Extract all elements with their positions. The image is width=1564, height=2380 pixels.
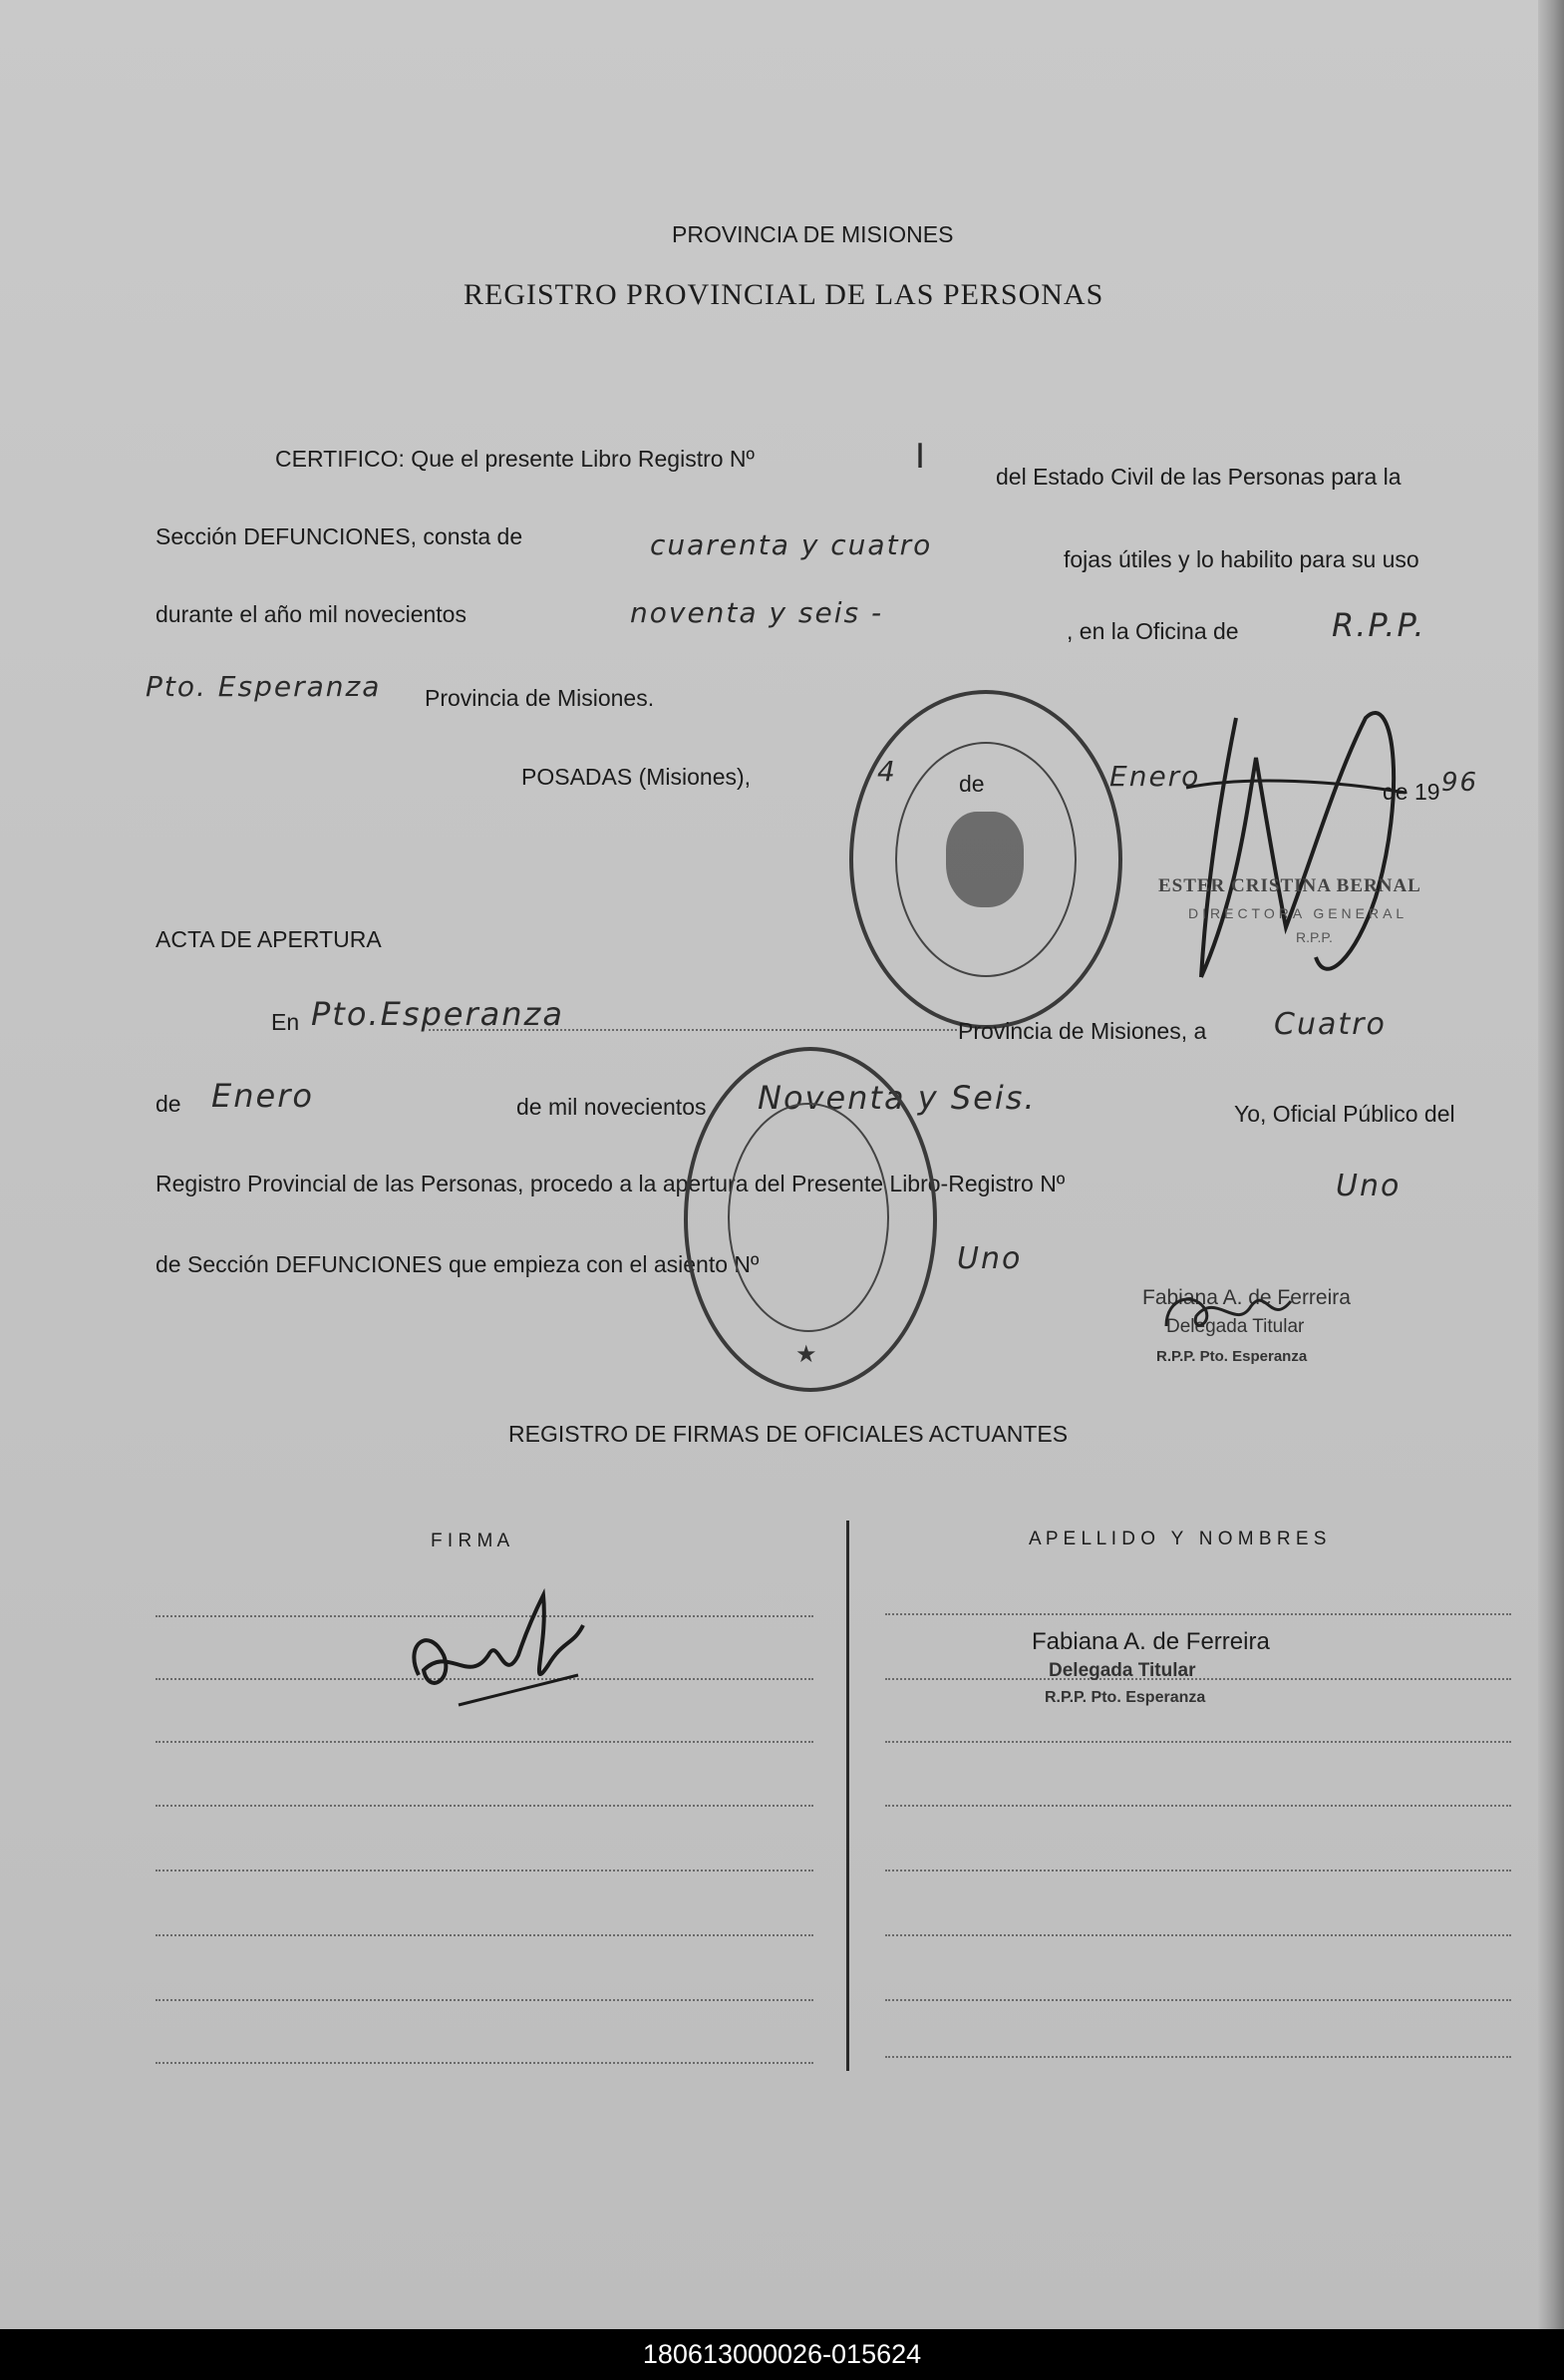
column-divider xyxy=(846,1521,849,2071)
director-signature xyxy=(1176,698,1415,997)
acta-book-words: Uno xyxy=(1336,1169,1402,1203)
director-name: ESTER CRISTINA BERNAL xyxy=(1158,875,1421,896)
acta-signer-office: R.P.P. Pto. Esperanza xyxy=(1156,1348,1308,1365)
cert-date-de1: de xyxy=(959,771,985,797)
acta-place: Pto.Esperanza xyxy=(311,995,564,1033)
acta-line3-a: Registro Provincial de las Personas, procedo a la apertura del Presente Libro-Registro Nº xyxy=(156,1171,1066,1196)
acta-mil: de mil novecientos xyxy=(516,1094,707,1120)
cert-line1-b: del Estado Civil de las Personas para la xyxy=(996,464,1402,490)
cert-office: R.P.P. xyxy=(1332,606,1426,644)
star-icon: ★ xyxy=(795,1341,819,1368)
cert-line2-b: fojas útiles y lo habilito para su uso xyxy=(1064,546,1419,572)
acta-year-words: Noventa y Seis. xyxy=(758,1079,1037,1117)
cert-line4-b: Provincia de Misiones. xyxy=(425,685,655,711)
director-initials: R.P.P. xyxy=(1296,929,1333,945)
cert-line1-a: CERTIFICO: Que el presente Libro Registro Nº xyxy=(275,446,755,472)
registry-title: REGISTRO PROVINCIAL DE LAS PERSONAS xyxy=(464,278,1104,311)
acta-en: En xyxy=(271,1009,300,1035)
firma-signature-1 xyxy=(399,1585,598,1715)
delegate-signature xyxy=(1156,1271,1306,1351)
cert-line3-a: durante el año mil novecientos xyxy=(156,601,467,627)
row1-office: R.P.P. Pto. Esperanza xyxy=(1045,1689,1206,1706)
province-title: PROVINCIA DE MISIONES xyxy=(672,221,954,247)
acta-entry-words: Uno xyxy=(957,1241,1023,1276)
page-edge xyxy=(1538,0,1564,2329)
cert-office-place: Pto. Esperanza xyxy=(146,670,382,703)
acta-province-text: Provincia de Misiones, a xyxy=(958,1018,1207,1044)
cert-year-suffix: 96 xyxy=(1441,768,1479,798)
row1-name: Fabiana A. de Ferreira xyxy=(1032,1628,1270,1655)
registry-seal-stamp xyxy=(849,690,1122,1029)
delegation-seal-stamp xyxy=(684,1047,937,1392)
document-id-footer: 180613000026-015624 xyxy=(0,2329,1564,2380)
cert-date-de2: de 19 xyxy=(1383,779,1440,805)
cert-line3-b: , en la Oficina de xyxy=(1067,618,1239,644)
cert-month: Enero xyxy=(1109,760,1201,793)
acta-line4-a: de Sección DEFUNCIONES que empieza con el asiento Nº xyxy=(156,1251,760,1277)
cert-day: 4 xyxy=(877,755,897,788)
cert-folios: cuarenta y cuatro xyxy=(650,528,933,561)
acta-day-words: Cuatro xyxy=(1274,1007,1387,1042)
cert-book-number: I xyxy=(915,437,928,477)
acta-signer-title: Delegada Titular xyxy=(1166,1316,1305,1337)
row1-title: Delegada Titular xyxy=(1049,1660,1196,1681)
acta-month: Enero xyxy=(211,1077,314,1115)
acta-signer-name: Fabiana A. de Ferreira xyxy=(1142,1286,1351,1309)
coat-of-arms-icon xyxy=(946,812,1024,907)
signatures-heading: REGISTRO DE FIRMAS DE OFICIALES ACTUANTES xyxy=(508,1421,1069,1447)
cert-year-words: noventa y seis - xyxy=(630,596,884,629)
cert-date-prefix: POSADAS (Misiones), xyxy=(521,764,752,790)
col-firma-header: F I R M A xyxy=(431,1530,510,1551)
col-nombres-header: A P E L L I D O Y N O M B R E S xyxy=(1029,1529,1327,1549)
acta-yo: Yo, Oficial Público del xyxy=(1234,1101,1455,1127)
cert-line2-a: Sección DEFUNCIONES, consta de xyxy=(156,523,523,549)
acta-heading: ACTA DE APERTURA xyxy=(156,926,382,952)
acta-de: de xyxy=(156,1091,181,1117)
director-title: DIRECTORA GENERAL xyxy=(1188,905,1408,921)
